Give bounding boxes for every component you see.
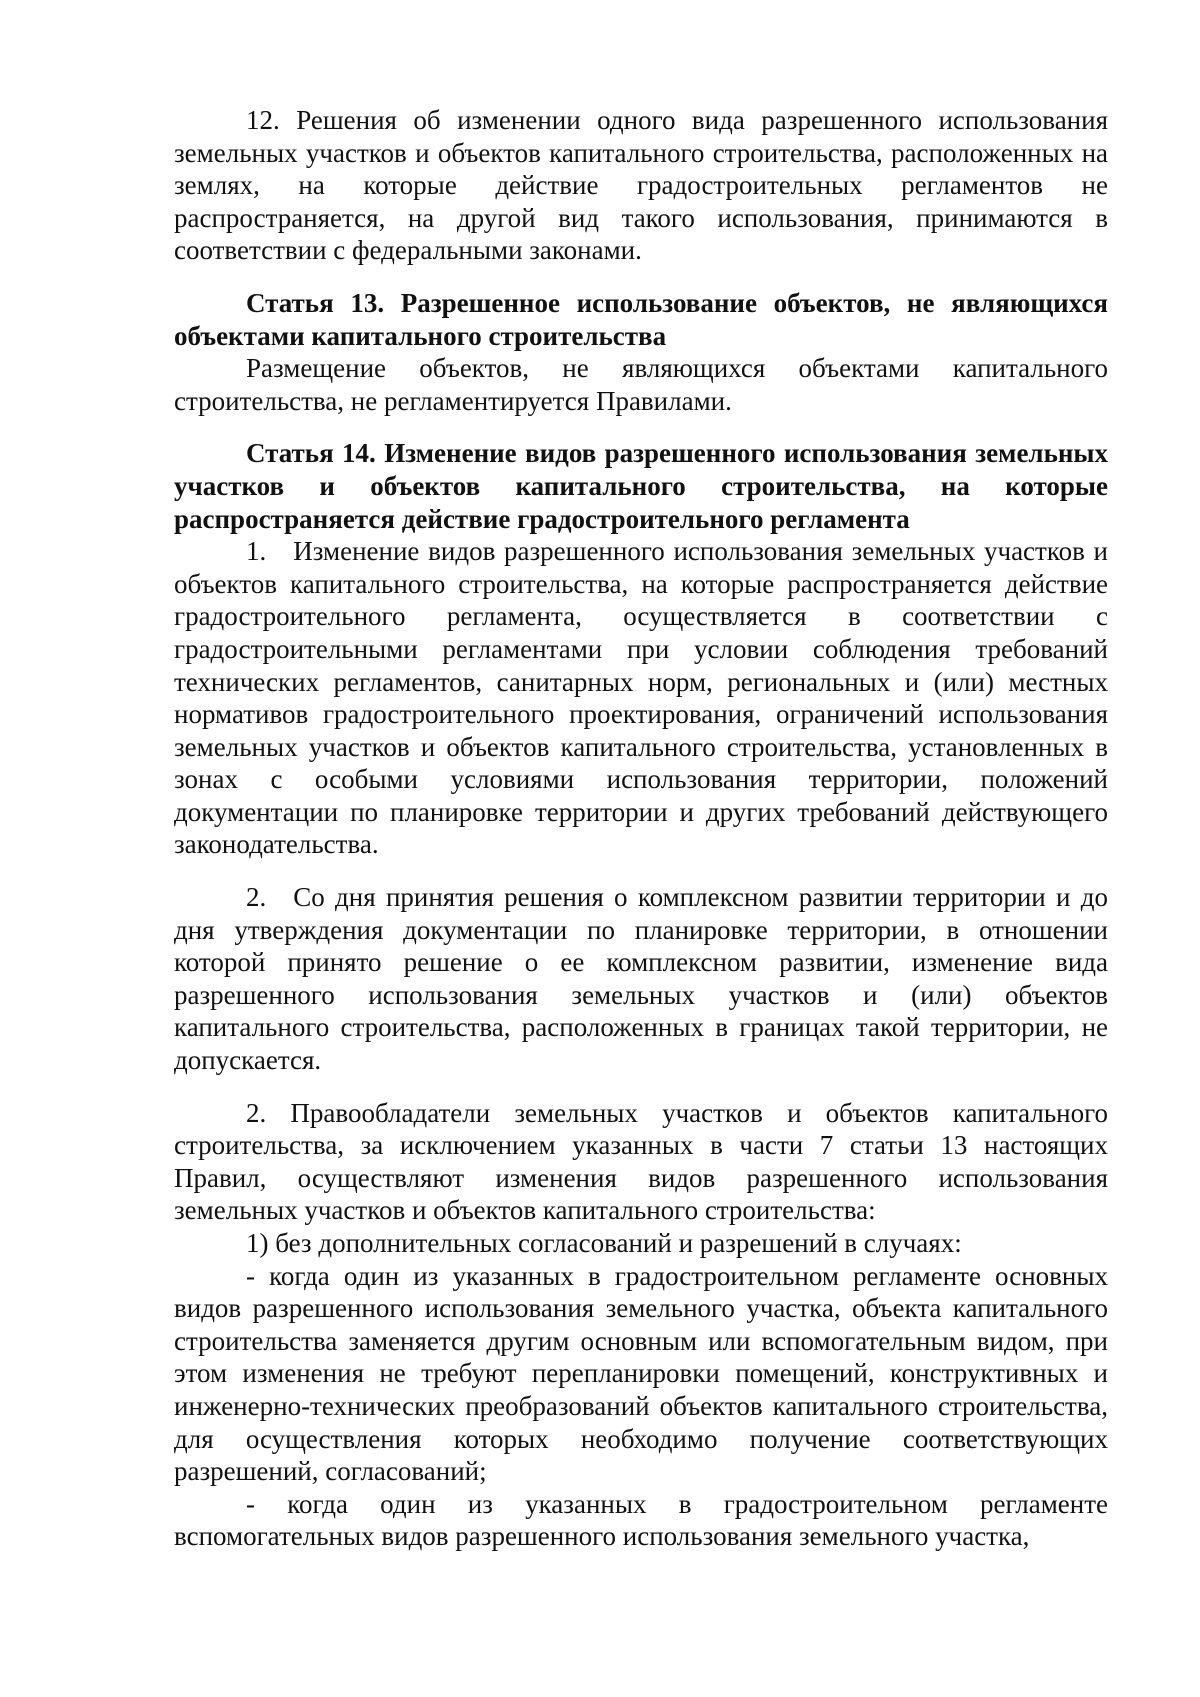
article-14-dash-item-1: - когда один из указанных в градостроительном регламенте основных видов разрешенного использования земельного участка, объекта капитального строительства заменяется другим основным или вспомогательным видом, при этом изменения не требуют перепланировки помещений, конструктивных и инженерно-технических преобразований объектов капитального строительства, для осуществления которых необходимо получение соответствующих разрешений, согласований;: [174, 1260, 1108, 1487]
article-14-heading: Статья 14. Изменение видов разрешенного использования земельных участков и объектов капитального строительства, на которые распространяется действие градостроительного регламента: [174, 438, 1108, 534]
paragraph-12: 12. Решения об изменении одного вида разрешенного использования земельных участков и объектов капитального строительства, расположенных на землях, на которые действие градостроительных регламентов не распространяется, на другой вид такого использования, принимаются в соответствии с федеральными законами.: [174, 105, 1108, 266]
article-13-heading: Статья 13. Разрешенное использование объектов, не являющихся объектами капитального строительства: [174, 287, 1108, 351]
document-page: [174, 104, 1108, 1553]
article-14-subitem-1: 1) без дополнительных согласований и разрешений в случаях:: [246, 1228, 962, 1258]
article-14-item-2b: 2. Правообладатели земельных участков и объектов капитального строительства, за исключением указанных в части 7 статьи 13 настоящих Правил, осуществляют изменения видов разрешенного использования земельных участков и объектов капитального строительства:: [174, 1097, 1108, 1226]
article-13-text: Размещение объектов, не являющихся объектами капитального строительства, не регламентируется Правилами.: [174, 353, 1108, 416]
article-14-item-1: 1. Изменение видов разрешенного использования земельных участков и объектов капитального строительства, на которые распространяется действие градостроительного регламента, осуществляется в соответствии с градостроительными регламентами при условии соблюдения требований технических регламентов, санитарных норм, региональных и (или) местных нормативов градостроительного проектирования, ограничений использования земельных участков и объектов капитального строительства, установленных в зонах с особыми условиями использования территории, положений документации по планировке территории и других требований действующего законодательства.: [174, 536, 1108, 860]
article-14-item-2a: 2. Со дня принятия решения о комплексном развитии территории и до дня утверждения документации по планировке территории, в отношении которой принято решение о ее комплексном развитии, изменение вида разрешенного использования земельных участков и (или) объектов капитального строительства, расположенных в границах такой территории, не допускается.: [174, 882, 1108, 1076]
article-14-dash-item-2: - когда один из указанных в градостроительном регламенте вспомогательных видов разрешенного использования земельного участка,: [174, 1488, 1108, 1552]
